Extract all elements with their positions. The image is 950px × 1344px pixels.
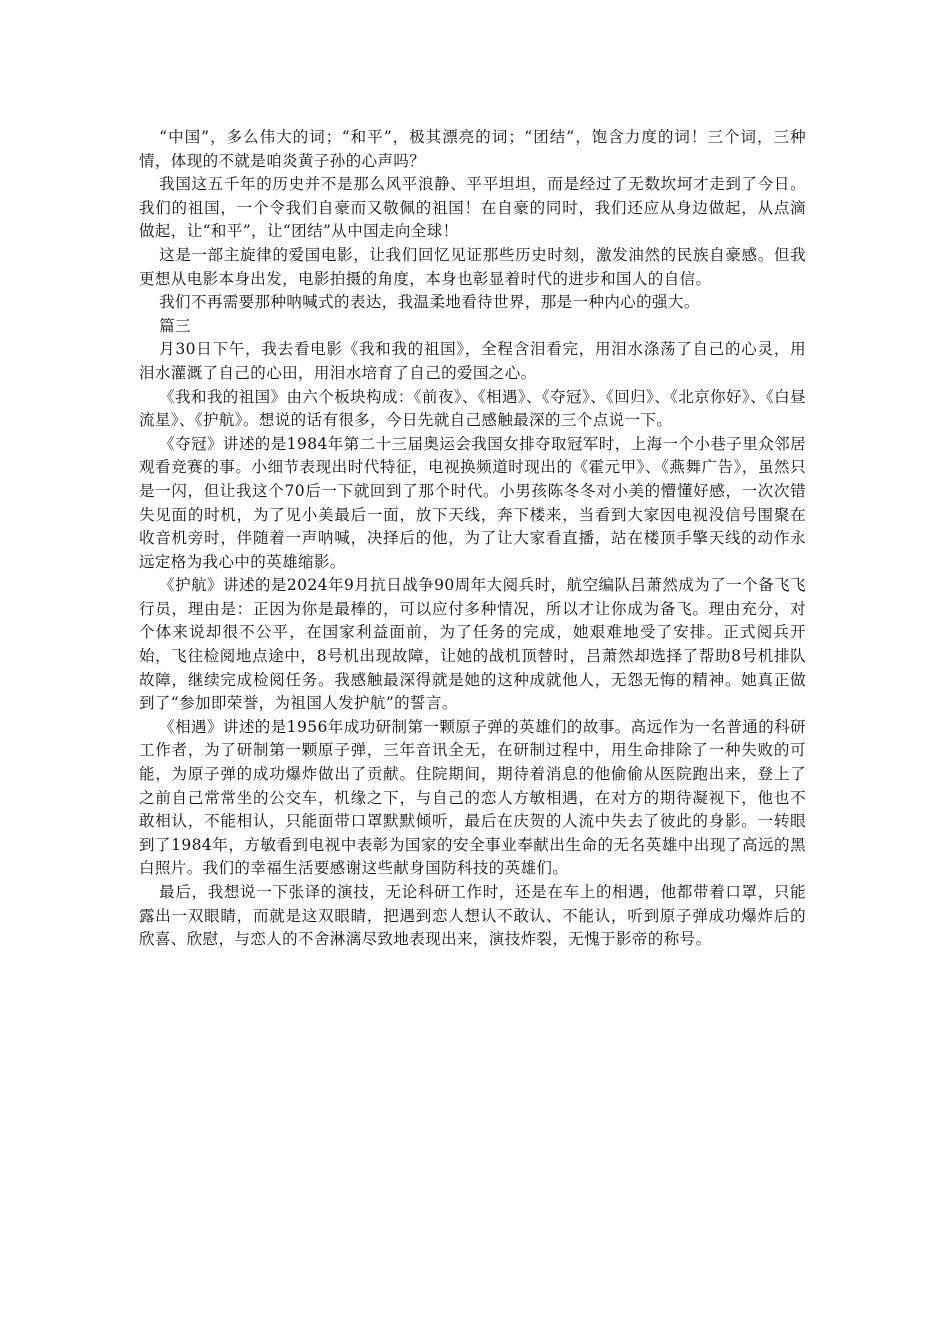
paragraph-inner-strength: 我们不再需要那种呐喊式的表达，我温柔地看待世界，那是一种内心的强大。 — [159, 293, 700, 312]
paragraph-conclusion: 最后，我想说一下张译的演技，无论科研工作时，还是在车上的相遇，他都带着口罩，只能露出一双眼睛，而就是这双眼睛，把遇到恋人想认不敢认、不能认，听到原子弹成功爆炸后的欣喜、欣慰，与恋人的不舍淋漓尽致地表现出来，演技炸裂，无愧于影帝的称号。 — [139, 883, 806, 949]
section-heading: 篇三 — [159, 316, 191, 335]
paragraph-structure: 《我和我的祖国》由六个板块构成：《前夜》、《相遇》、《夺冠》、《回归》、《北京你好》、《白昼流星》、《护航》。想说的话有很多，今日先就自己感触最深的三个点说一下。 — [139, 387, 806, 430]
article-body — [139, 126, 806, 952]
paragraph-huhang: 《护航》讲述的是2024年9月抗日战争90周年大阅兵时，航空编队吕萧然成为了一个备飞飞行员，理由是：正因为你是最棒的，可以应付多种情况，所以才让你成为备飞。理由充分，对个体来说却很不公平，在国家利益面前，为了任务的完成，她艰难地受了安排。正式阅兵开始，飞往检阅地点途中，8号机出现故障，让她的战机顶替时，吕萧然却选择了帮助8号机排队故障，继续完成检阅任务。我感触最深得就是她的这种成就他人，无怨无悔的精神。她真正做到了“参加即荣誉，为祖国人发护航”的誓言。 — [139, 576, 806, 713]
paragraph-intro: “中国”，多么伟大的词；“和平”，极其漂亮的词；“团结”，饱含力度的词！三个词，三种情，体现的不就是咱炎黄子孙的心声吗？ — [139, 128, 806, 170]
paragraph-duoguan: 《夺冠》讲述的是1984年第二十三届奥运会我国女排夺取冠军时，上海一个小巷子里众邻居观看竞赛的事。小细节表现出时代特征，电视换频道时现出的《霍元甲》、《燕舞广告》，虽然只是一闪，但让我这个70后一下就回到了那个时代。小男孩陈冬冬对小美的懵懂好感，一次次错失见面的时机，为了见小美最后一面，放下天线，奔下楼来，当看到大家因电视没信号围聚在收音机旁时，伴随着一声呐喊，决择后的他，为了让大家看直播，站在楼顶手擎天线的动作永远定格为我心中的英雄缩影。 — [139, 434, 806, 571]
paragraph-watching: 月30日下午，我去看电影《我和我的祖国》，全程含泪看完，用泪水涤荡了自己的心灵，用泪水灌溉了自己的心田，用泪水培育了自己的爱国之心。 — [139, 340, 806, 382]
paragraph-history: 我国这五千年的历史并不是那么风平浪静、平平坦坦，而是经过了无数坎坷才走到了今日。我们的祖国，一个令我们自豪而又敬佩的祖国！在自豪的同时，我们还应从身边做起，从点滴做起，让“和平”，让“团结”从中国走向全球！ — [139, 175, 806, 241]
paragraph-film-theme: 这是一部主旋律的爱国电影，让我们回忆见证那些历史时刻，激发油然的民族自豪感。但我更想从电影本身出发，电影拍摄的角度，本身也彰显着时代的进步和国人的自信。 — [139, 245, 806, 288]
paragraph-xiangyu: 《相遇》讲述的是1956年成功研制第一颗原子弹的英雄们的故事。高远作为一名普通的科研工作者，为了研制第一颗原子弹，三年音讯全无，在研制过程中，用生命排除了一种失败的可能，为原子弹的成功爆炸做出了贡献。住院期间，期待着消息的他偷偷从医院跑出来，登上了之前自己常常坐的公交车，机缘之下，与自己的恋人方敏相遇，在对方的期待凝视下，他也不敢相认，不能相认，只能面带口罩默默倾听，最后在庆贺的人流中失去了彼此的身影。一转眼到了1984年，方敏看到电视中表彰为国家的安全事业奉献出生命的无名英雄中出现了高远的黑白照片。我们的幸福生活要感谢这些献身国防科技的英雄们。 — [139, 717, 806, 878]
